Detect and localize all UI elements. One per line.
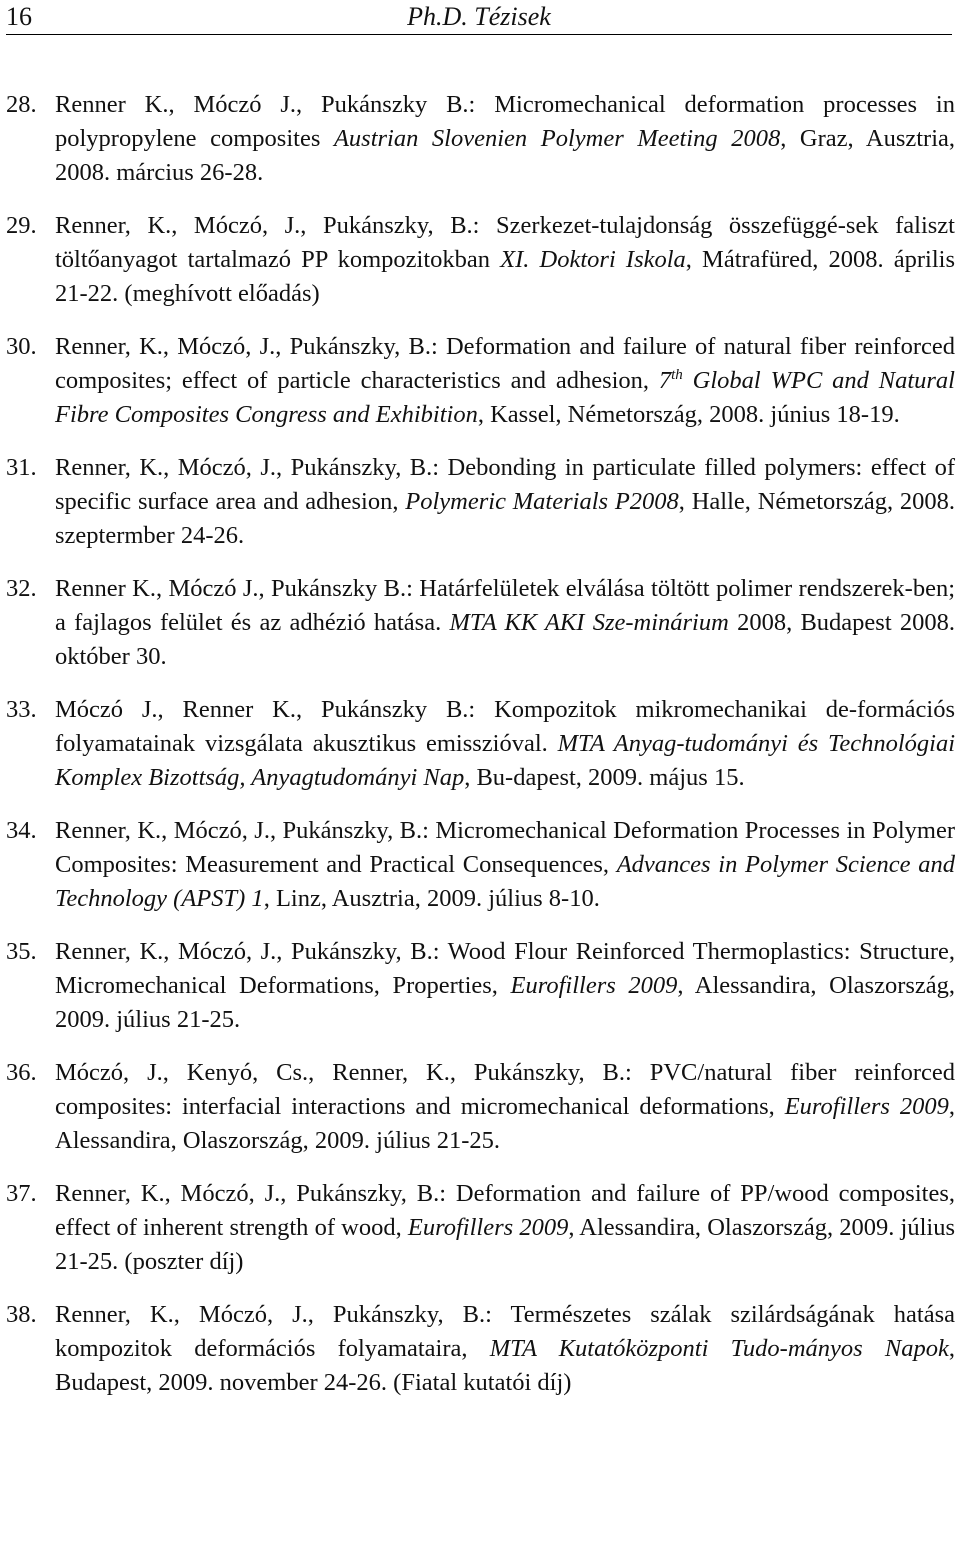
reference-text: Renner, K., Móczó, J., Pukánszky, B.: Micromechanical Deformation Processes in Polymer Composites: Measurement and Practical Consequences,: [55, 817, 955, 878]
reference-text: , Budapest, 2009. november 24-26. (Fiatal kutatói díj): [55, 1335, 955, 1396]
reference-item: [0, 88, 960, 190]
reference-number: 29.: [6, 212, 37, 239]
reference-number: 32.: [6, 575, 37, 602]
reference-text: Renner, K., Móczó, J., Pukánszky, B.: Wood Flour Reinforced Thermoplastics: Structure, Micromechanical Deformations, Properties,: [55, 938, 955, 999]
reference-number: 35.: [6, 938, 37, 965]
reference-italic-text: Polymeric Materials P2008: [405, 488, 679, 515]
reference-text: , Halle, Németország, 2008. szeptermber 24-26.: [55, 488, 955, 549]
reference-item: [0, 1177, 960, 1279]
reference-item: [0, 330, 960, 432]
reference-text: Renner, K., Móczó, J., Pukánszky, B.: Természetes szálak szilárdságának hatása kompozitok deformációs folyamataira,: [55, 1301, 955, 1362]
reference-number: 33.: [6, 696, 37, 723]
reference-italic-text: th: [671, 367, 683, 383]
reference-italic-text: XI. Doktori Iskola: [500, 246, 686, 273]
reference-text: 2008, Budapest 2008. október 30.: [55, 609, 956, 670]
reference-number: 31.: [6, 454, 37, 481]
reference-number: 37.: [6, 1180, 37, 1207]
reference-text: Renner K., Móczó J., Pukánszky B.: Micromechanical deformation processes in polypropylene composites: [55, 91, 955, 152]
reference-list: [0, 88, 960, 1419]
page-header: [6, 0, 952, 35]
reference-italic-text: Global WPC and Natural Fibre Composites Congress and Exhibition: [55, 367, 955, 428]
running-title: Ph.D. Tézisek: [407, 2, 551, 31]
reference-italic-text: Eurofillers 2009: [407, 1214, 569, 1241]
reference-item: [0, 814, 960, 916]
reference-number: 30.: [6, 333, 37, 360]
reference-italic-text: Advances in Polymer Science and Technology (APST) 1: [55, 851, 955, 912]
page-number: 16: [6, 2, 32, 31]
reference-text: , Alessandira, Olaszország, 2009. július 21-25.: [55, 1093, 956, 1154]
reference-number: 38.: [6, 1301, 37, 1328]
reference-italic-text: Eurofillers 2009: [784, 1093, 949, 1120]
reference-text: Móczó, J., Kenyó, Cs., Renner, K., Pukánszky, B.: PVC/natural fiber reinforced composites: interfacial interactions and micromechanical deformations,: [55, 1059, 955, 1120]
reference-italic-text: Austrian Slovenien Polymer Meeting 2008: [333, 125, 781, 152]
reference-item: [0, 935, 960, 1037]
reference-text: , Bu-dapest, 2009. május 15.: [464, 764, 745, 791]
reference-item: [0, 1298, 960, 1400]
reference-item: [0, 451, 960, 553]
reference-text: , Graz, Ausztria, 2008. március 26-28.: [55, 125, 956, 186]
reference-text: Móczó J., Renner K., Pukánszky B.: Kompozitok mikromechanikai de-formációs folyamatainak vizsgálata akusztikus emisszióval.: [55, 696, 955, 757]
reference-italic-text: MTA Kutatóközponti Tudo-mányos Napok: [489, 1335, 949, 1362]
reference-text: Renner, K., Móczó, J., Pukánszky, B.: Deformation and failure of PP/wood composites, effect of inherent strength of wood,: [55, 1180, 955, 1241]
reference-text: , Mátrafüred, 2008. április 21-22. (meghívott előadás): [55, 246, 956, 307]
reference-italic-text: MTA Anyag-tudományi és Technológiai Komplex Bizottság, Anyagtudományi Nap: [55, 730, 956, 791]
reference-item: [0, 572, 960, 674]
reference-text: , Alessandira, Olaszország, 2009. július 21-25. (poszter díj): [55, 1214, 955, 1275]
reference-italic-text: 7: [658, 367, 672, 394]
reference-text: , Linz, Ausztria, 2009. július 8-10.: [263, 885, 600, 912]
reference-text: , Alessandira, Olaszország, 2009. július 21-25.: [55, 972, 956, 1033]
reference-italic-text: Eurofillers 2009: [510, 972, 678, 999]
reference-number: 28.: [6, 91, 37, 118]
reference-number: 36.: [6, 1059, 37, 1086]
reference-item: [0, 209, 960, 311]
reference-text: Renner, K., Móczó, J., Pukánszky, B.: Deformation and failure of natural fiber reinforced composites; effect of particle characteristics and adhesion,: [55, 333, 955, 394]
reference-text: , Kassel, Németország, 2008. június 18-19.: [477, 401, 900, 428]
reference-text: Renner, K., Móczó, J., Pukánszky, B.: Debonding in particulate filled polymers: effect of specific surface area and adhesion,: [55, 454, 955, 515]
reference-text: Renner, K., Móczó, J., Pukánszky, B.: Szerkezet-tulajdonság összefüggé-sek faliszt töltőanyagot tartalmazó PP kompozitokban: [55, 212, 955, 273]
reference-italic-text: MTA KK AKI Sze-minárium: [449, 609, 729, 636]
reference-number: 34.: [6, 817, 37, 844]
reference-text: Renner K., Móczó J., Pukánszky B.: Határfelületek elválása töltött polimer rendszerek-ben; a fajlagos felület és az adhézió hatása.: [55, 575, 955, 636]
reference-item: [0, 1056, 960, 1158]
reference-item: [0, 693, 960, 795]
